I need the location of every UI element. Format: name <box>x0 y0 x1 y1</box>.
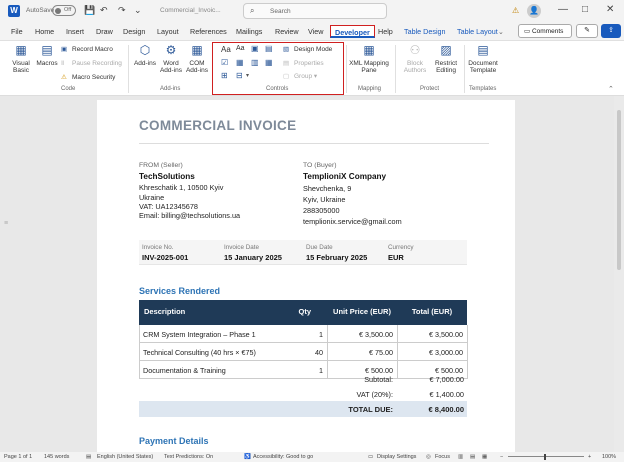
zoom-level[interactable]: 100% <box>602 454 617 460</box>
buyer-email: templionix.service@gmail.com <box>303 217 402 226</box>
visual-basic-button[interactable] <box>6 43 36 75</box>
buyer-address-line: Shevchenka, 9 <box>303 184 352 193</box>
zoom-slider-thumb[interactable] <box>544 454 546 460</box>
mapping-group-label: Mapping <box>358 86 382 92</box>
buyer-name: TemplioniX Company <box>303 172 387 181</box>
zoom-out-icon[interactable]: − <box>500 454 504 460</box>
word-addins-label: Word Add-ins <box>159 60 183 75</box>
invoice-no-value: INV-2025-001 <box>142 253 189 262</box>
com-addins-button[interactable] <box>184 43 210 75</box>
macro-security-label: Macro Security <box>72 74 116 81</box>
macros-label: Macros <box>36 60 58 67</box>
row-qty: 1 <box>319 330 323 339</box>
subtotal-label: Subtotal: <box>364 375 393 384</box>
save-icon[interactable]: 💾 <box>84 5 96 15</box>
read-mode-icon[interactable]: ▥ <box>458 454 464 460</box>
avatar-icon: 👤 <box>529 6 539 15</box>
row-qty: 1 <box>319 366 323 375</box>
restrict-editing-button[interactable] <box>431 43 461 75</box>
table-border <box>467 325 468 379</box>
tab-home[interactable]: Home <box>35 27 55 36</box>
row-unit-price: € 3,500.00 <box>359 330 393 339</box>
document-template-label: Document Template <box>468 60 498 75</box>
tab-layout[interactable]: Layout <box>157 27 179 36</box>
xml-mapping-pane-button[interactable] <box>348 43 390 75</box>
tab-insert[interactable]: Insert <box>66 27 84 36</box>
properties-label: Properties <box>294 60 324 67</box>
row-description: Technical Consulting (40 hrs × €75) <box>143 348 256 357</box>
row-description: Documentation & Training <box>143 366 226 375</box>
rich-text-control-icon[interactable]: Aa <box>221 45 231 54</box>
tab-help[interactable]: Help <box>378 27 393 36</box>
collapse-ribbon-icon[interactable]: ⌃ <box>608 86 614 93</box>
tab-view[interactable]: View <box>308 27 324 36</box>
date-picker-control-icon[interactable]: ▦ <box>265 58 273 67</box>
status-bar <box>0 452 624 462</box>
services-heading: Services Rendered <box>139 286 221 296</box>
tab-references[interactable]: References <box>190 27 227 36</box>
document-page[interactable] <box>97 100 515 452</box>
protect-group-label: Protect <box>420 86 440 92</box>
group-divider <box>395 45 396 93</box>
print-layout-icon[interactable]: ▤ <box>470 454 476 460</box>
header-description: Description <box>144 307 186 317</box>
currency-label: Currency <box>388 244 414 251</box>
accessibility-icon: ♿ <box>244 454 251 460</box>
invoice-date-label: Invoice Date <box>224 244 260 251</box>
seller-name: TechSolutions <box>139 172 195 181</box>
tab-table-design[interactable]: Table Design <box>404 27 446 36</box>
avatar[interactable] <box>527 4 541 18</box>
group-divider <box>464 45 465 93</box>
title-bar <box>0 0 624 22</box>
pause-icon: Ⅱ <box>61 60 65 67</box>
warning-icon[interactable]: ⚠ <box>512 6 520 15</box>
addins-icon: ⬡ <box>139 43 151 57</box>
due-date-value: 15 February 2025 <box>306 253 368 262</box>
macro-security-button[interactable] <box>61 73 115 81</box>
navigation-icon[interactable]: ≡ <box>4 220 9 227</box>
text-predictions[interactable]: Text Predictions: On <box>164 454 214 460</box>
search-box[interactable] <box>243 3 387 19</box>
header-unit-price: Unit Price (EUR) <box>333 307 391 317</box>
buyer-phone: 288305000 <box>303 206 340 215</box>
comment-icon: ▭ <box>524 28 532 35</box>
com-addins-icon: ▦ <box>191 43 203 57</box>
pause-recording-button[interactable] <box>61 59 122 67</box>
autosave-toggle[interactable] <box>52 5 76 16</box>
header-qty: Qty <box>298 307 311 317</box>
design-mode-button[interactable] <box>283 45 332 53</box>
tab-review[interactable]: Review <box>275 27 299 36</box>
checkbox-control-icon[interactable]: ☑ <box>221 58 229 67</box>
comments-label: Comments <box>531 28 564 35</box>
com-addins-label: COM Add-ins <box>185 60 209 75</box>
word-count[interactable]: 145 words <box>44 454 70 460</box>
addins-label: Add-ins <box>133 60 157 67</box>
row-description: CRM System Integration – Phase 1 <box>143 330 256 339</box>
display-icon: ▭ <box>368 454 374 460</box>
seller-label: FROM (Seller) <box>139 162 183 169</box>
focus-mode[interactable]: Focus <box>435 454 450 460</box>
properties-button[interactable] <box>283 59 324 67</box>
seller-email: Email: billing@techsolutions.ua <box>139 211 241 220</box>
templates-group-label: Templates <box>469 86 497 92</box>
accessibility-status[interactable]: Accessibility: Good to go <box>253 454 314 460</box>
table-row <box>139 343 467 361</box>
design-mode-label: Design Mode <box>294 46 333 53</box>
due-date-label: Due Date <box>306 244 333 251</box>
addins-button[interactable] <box>133 43 157 67</box>
document-title[interactable]: Commercial_Invoic... <box>160 7 221 14</box>
gear-icon: ⚙ <box>165 43 177 57</box>
dropdown-list-control-icon[interactable]: ▥ <box>251 58 259 67</box>
search-placeholder: Search <box>270 8 291 15</box>
table-row <box>139 325 467 343</box>
macros-icon: ▤ <box>41 43 53 57</box>
maximize-icon[interactable]: □ <box>582 4 589 15</box>
controls-group-label: Controls <box>266 86 289 92</box>
xml-mapping-label: XML Mapping Pane <box>349 60 389 75</box>
word-addins-button[interactable] <box>157 43 185 75</box>
row-qty: 40 <box>315 348 323 357</box>
seller-address-line: Ukraine <box>139 193 165 202</box>
group-icon: ▢ <box>283 73 290 80</box>
chevron-down-icon[interactable]: ▾ <box>246 73 250 79</box>
row-unit-price: € 500.00 <box>365 366 393 375</box>
editing-mode-button[interactable] <box>576 24 598 38</box>
record-macro-icon: ▣ <box>61 46 68 53</box>
pencil-icon: ✎ <box>584 27 590 34</box>
group-divider <box>128 45 129 93</box>
vat-label: VAT (20%): <box>356 390 393 399</box>
share-icon: ⇪ <box>608 27 614 34</box>
invoice-no-label: Invoice No. <box>142 244 174 251</box>
document-template-button[interactable] <box>466 43 500 75</box>
tab-draw[interactable]: Draw <box>96 27 113 36</box>
document-template-icon: ▤ <box>477 43 489 57</box>
design-mode-icon: ▧ <box>283 46 290 53</box>
autosave-state: Off <box>64 7 72 13</box>
seller-address-line: Khreschatik 1, 10500 Kyiv <box>139 183 224 192</box>
invoice-date-value: 15 January 2025 <box>224 253 282 262</box>
warning-icon: ⚠ <box>61 74 67 81</box>
word-app-icon: W <box>8 5 20 17</box>
customize-toolbar-icon[interactable]: ⌄ <box>134 5 142 15</box>
visual-basic-icon: ▦ <box>15 43 27 57</box>
chevron-down-icon: ▾ <box>312 73 318 80</box>
seller-vat: VAT: UA12345678 <box>139 202 198 211</box>
invoice-title: COMMERCIAL INVOICE <box>139 118 297 133</box>
developer-ribbon <box>0 40 624 96</box>
picture-control-icon[interactable]: ▣ <box>251 44 259 53</box>
comments-button[interactable] <box>518 24 572 38</box>
subtotal-value: € 7,000.00 <box>429 375 464 384</box>
zoom-slider[interactable] <box>508 456 584 457</box>
search-icon: ⌕ <box>250 6 255 15</box>
combo-box-control-icon[interactable]: ▦ <box>236 58 244 67</box>
properties-icon: ▤ <box>283 60 290 67</box>
group-button[interactable] <box>283 72 317 80</box>
header-total: Total (EUR) <box>411 307 453 317</box>
table-border <box>327 325 328 379</box>
focus-icon: ◎ <box>426 454 431 460</box>
repeating-section-control-icon[interactable]: ⊞ <box>221 71 228 80</box>
tab-design[interactable]: Design <box>123 27 146 36</box>
record-macro-label: Record Macro <box>72 46 113 53</box>
display-settings[interactable]: Display Settings <box>377 454 417 460</box>
total-due-label: TOTAL DUE: <box>348 405 393 414</box>
macros-button[interactable] <box>34 43 60 67</box>
plain-text-control-icon[interactable]: Aa <box>236 45 245 52</box>
tab-file[interactable]: File <box>11 27 23 36</box>
autosave-label: AutoSave <box>26 7 55 14</box>
row-total: € 3,500.00 <box>429 330 463 339</box>
lock-icon: ▨ <box>440 43 452 57</box>
language[interactable]: English (United States) <box>97 454 154 460</box>
share-button[interactable] <box>601 24 621 38</box>
undo-icon[interactable]: ↶ <box>100 5 108 15</box>
row-total: € 3,000.00 <box>429 348 463 357</box>
tab-mailings[interactable]: Mailings <box>236 27 263 36</box>
group-divider <box>346 45 347 93</box>
pause-recording-label: Pause Recording <box>72 60 122 67</box>
restrict-editing-label: Restrict Editing <box>434 60 458 75</box>
vat-value: € 1,400.00 <box>429 390 464 399</box>
buyer-address-line: Kyiv, Ukraine <box>303 195 346 204</box>
table-border <box>139 325 140 379</box>
total-due-value: € 8,400.00 <box>428 405 464 414</box>
close-icon[interactable]: ✕ <box>606 4 615 15</box>
currency-value: EUR <box>388 253 404 262</box>
code-group-label: Code <box>61 86 76 92</box>
group-label: Group <box>294 73 313 80</box>
ribbon-options-icon[interactable]: ⌄ <box>498 27 505 36</box>
zoom-in-icon[interactable]: + <box>588 454 592 460</box>
building-block-gallery-icon[interactable]: ▤ <box>265 44 273 53</box>
minimize-icon[interactable]: — <box>558 4 568 15</box>
block-authors-button[interactable] <box>398 43 432 75</box>
scrollbar-thumb[interactable] <box>617 110 621 270</box>
row-total: € 500.00 <box>435 366 463 375</box>
legacy-tools-icon[interactable]: ⊟ <box>236 71 243 80</box>
block-authors-icon: ⚇ <box>409 43 421 57</box>
total-due-row <box>139 401 467 417</box>
record-macro-button[interactable] <box>61 45 113 53</box>
page-count[interactable]: Page 1 of 1 <box>4 454 33 460</box>
row-unit-price: € 75.00 <box>369 348 393 357</box>
services-table-header <box>139 300 467 325</box>
payment-details-heading: Payment Details <box>139 436 209 446</box>
visual-basic-label: Visual Basic <box>12 60 30 75</box>
xml-mapping-icon: ▦ <box>363 43 375 57</box>
table-border <box>397 325 398 379</box>
block-authors-label: Block Authors <box>403 60 427 75</box>
title-divider <box>139 143 489 144</box>
tab-table-layout[interactable]: Table Layout <box>457 27 498 36</box>
web-layout-icon[interactable]: ▦ <box>482 454 488 460</box>
redo-icon[interactable]: ↷ <box>118 5 126 15</box>
buyer-label: TO (Buyer) <box>303 162 337 169</box>
addins-group-label: Add-ins <box>160 86 181 92</box>
proofing-icon[interactable]: ▤ <box>86 454 92 460</box>
tab-developer[interactable]: Developer <box>330 25 375 38</box>
